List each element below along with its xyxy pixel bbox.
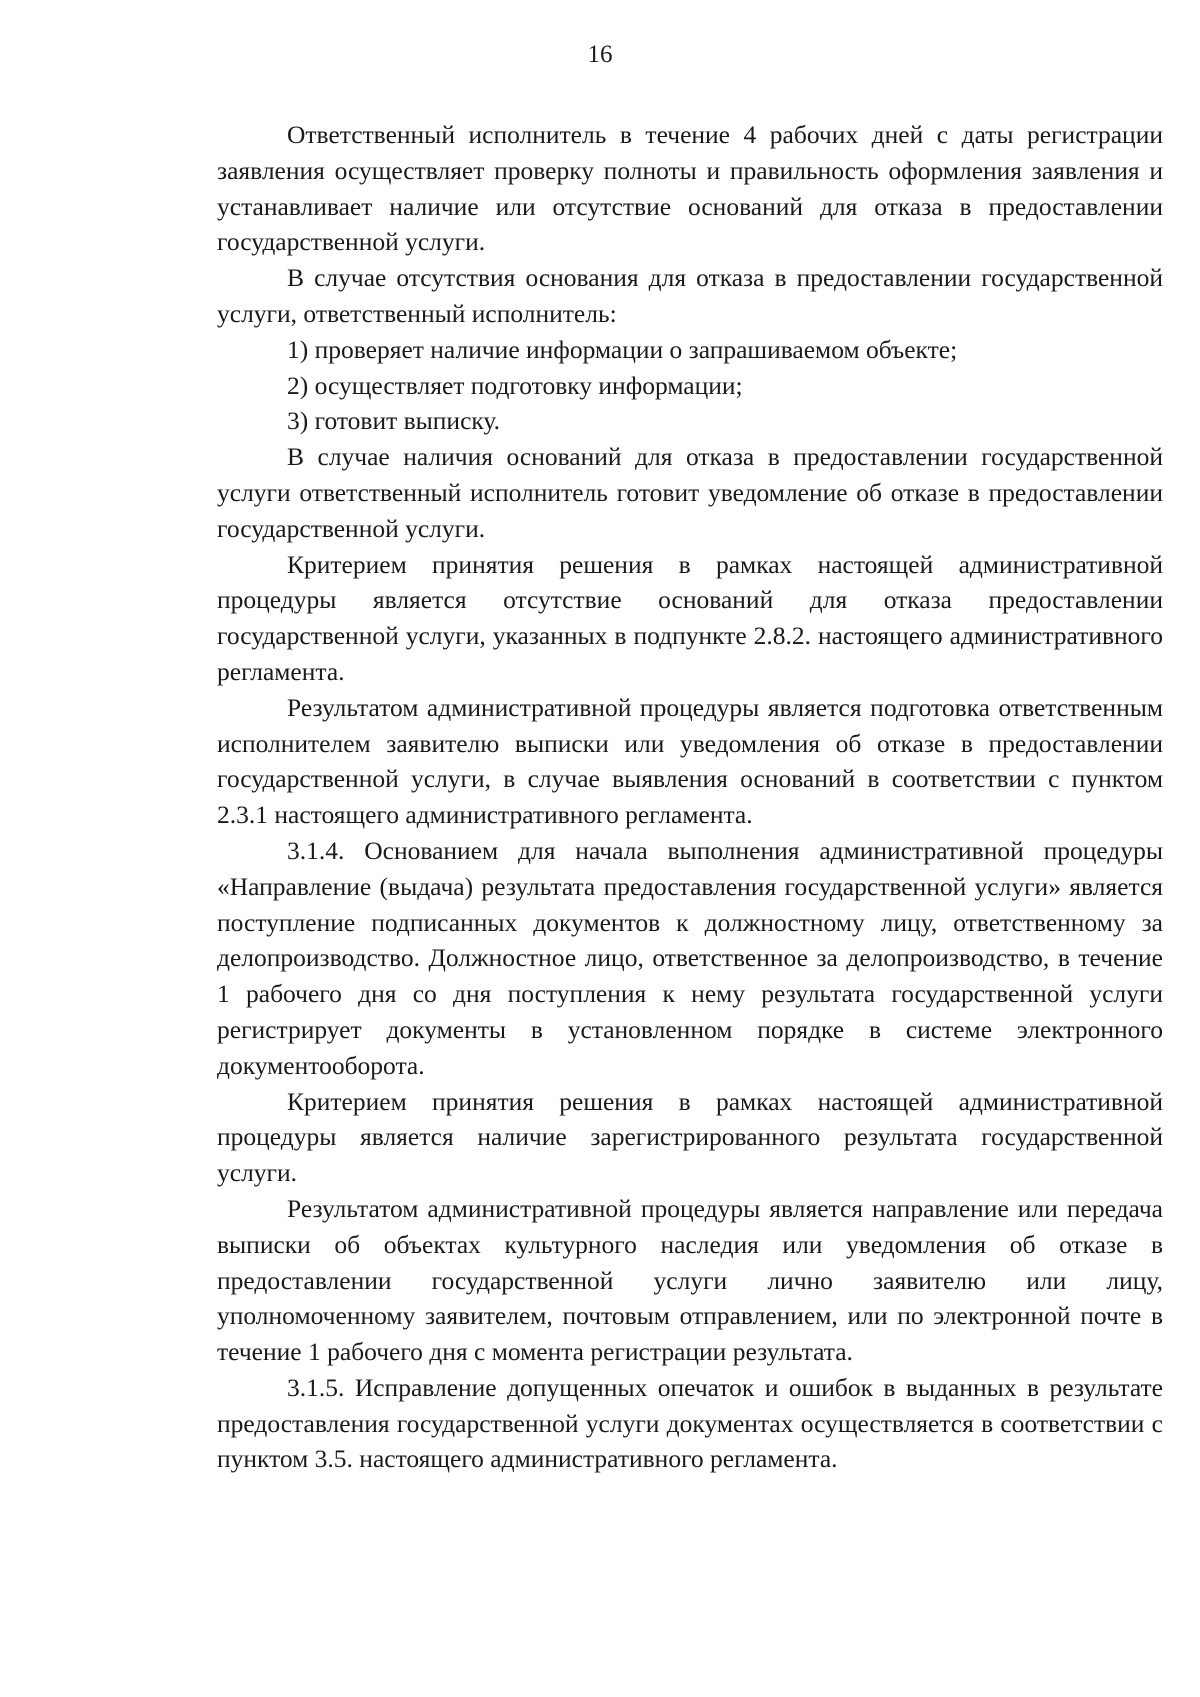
list-item-check-info: 1) проверяет наличие информации о запрашиваемом объекте; [287, 334, 958, 364]
paragraph-refusal-grounds: В случае наличия оснований для отказа в предоставлении государственной услуги ответственный исполнитель готовит уведомление об отказе в предоставлении государственной услуги. [217, 442, 1163, 543]
paragraph-section-3-1-4: 3.1.4. Основанием для начала выполнения административной процедуры «Направление (выдача) результата предоставления государственной услуги» является поступление подписанных документов к должностному лицу, ответственному за делопроизводство. Должностное лицо, ответственное за делопроизводство, в течение 1 рабочего дня со дня поступления к нему результата государственной услуги регистрирует документы в установленном порядке в системе электронного документооборота. [217, 835, 1163, 1080]
paragraph-section-3-1-5: 3.1.5. Исправление допущенных опечаток и ошибок в выданных в результате предоставления государственной услуги документах осуществляется в соответствии с пунктом 3.5. настоящего административного регламента. [217, 1372, 1163, 1474]
document-body [217, 117, 1163, 1477]
page-number: 16 [587, 41, 613, 68]
list-item-prepare-info: 2) осуществляет подготовку информации; [287, 370, 743, 400]
list-item-prepare-extract: 3) готовит выписку. [287, 406, 501, 436]
paragraph-verification: Ответственный исполнитель в течение 4 рабочих дней с даты регистрации заявления осуществляет проверку полноты и правильность оформления заявления и устанавливает наличие или отсутствие оснований для отказа в предоставлении государственной услуги. [217, 120, 1163, 257]
paragraph-no-refusal-grounds: В случае отсутствия основания для отказа в предоставлении государственной услуги, ответственный исполнитель: [217, 263, 1163, 328]
paragraph-procedure-result-1: Результатом административной процедуры является подготовка ответственным исполнителем заявителю выписки или уведомления об отказе в предоставлении государственной услуги, в случае выявления оснований в соответствии с пунктом 2.3.1 настоящего административного регламента. [217, 692, 1163, 830]
paragraph-decision-criterion-1: Критерием принятия решения в рамках настоящей административной процедуры является отсутствие оснований для отказа предоставлении государственной услуги, указанных в подпункте 2.8.2. настоящего административного регламента. [217, 549, 1163, 686]
paragraph-decision-criterion-2: Критерием принятия решения в рамках настоящей административной процедуры является наличие зарегистрированного результата государственной услуги. [217, 1086, 1163, 1188]
paragraph-procedure-result-2: Результатом административной процедуры является направление или передача выписки об объектах культурного наследия или уведомления об отказе в предоставлении государственной услуги лично заявителю или лицу, уполномоченному заявителем, почтовым отправлением, или по электронной почте в течение 1 рабочего дня с момента регистрации результата. [217, 1193, 1163, 1367]
